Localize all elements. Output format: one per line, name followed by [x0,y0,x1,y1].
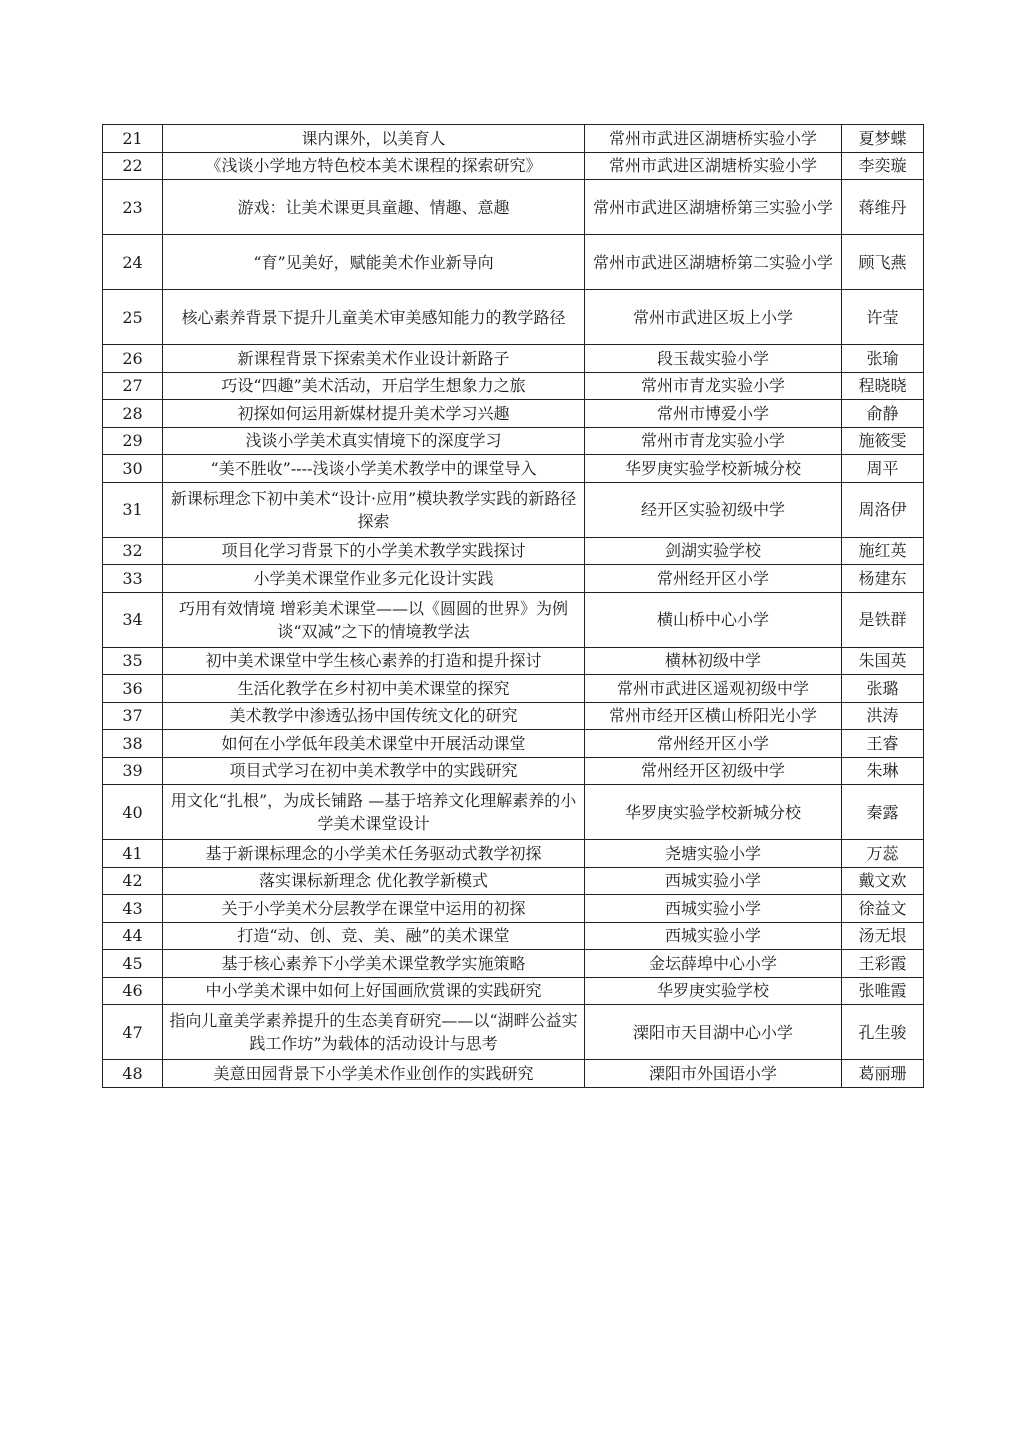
table-row [103,152,924,180]
author-name: 葛丽珊 [842,1060,924,1088]
school-name: 华罗庚实验学校 [585,977,842,1005]
paper-title: 美意田园背景下小学美术作业创作的实践研究 [163,1060,585,1088]
row-number: 21 [103,125,163,153]
table-row [103,180,924,235]
award-list-table [102,124,924,1088]
paper-title: 指向儿童美学素养提升的生态美育研究——以“湖畔公益实践工作坊”为载体的活动设计与思考 [163,1005,585,1060]
row-number: 31 [103,482,163,537]
school-name: 横林初级中学 [585,647,842,675]
school-name: 常州经开区初级中学 [585,757,842,785]
author-name: 汤无垠 [842,922,924,950]
paper-title: 新课标理念下初中美术“设计·应用”模块教学实践的新路径探索 [163,482,585,537]
paper-title: 生活化教学在乡村初中美术课堂的探究 [163,675,585,703]
author-name: 程晓晓 [842,372,924,400]
author-name: 是铁群 [842,592,924,647]
row-number: 36 [103,675,163,703]
row-number: 37 [103,702,163,730]
author-name: 张瑜 [842,345,924,373]
table-row [103,840,924,868]
row-number: 35 [103,647,163,675]
school-name: 华罗庚实验学校新城分校 [585,455,842,483]
author-name: 洪涛 [842,702,924,730]
paper-title: 小学美术课堂作业多元化设计实践 [163,565,585,593]
row-number: 28 [103,400,163,428]
school-name: 常州市武进区湖塘桥实验小学 [585,125,842,153]
table-row [103,950,924,978]
school-name: 华罗庚实验学校新城分校 [585,785,842,840]
paper-title: 巧设“四趣”美术活动，开启学生想象力之旅 [163,372,585,400]
table-row [103,565,924,593]
author-name: 施红英 [842,537,924,565]
author-name: 秦露 [842,785,924,840]
table-row [103,400,924,428]
school-name: 金坛薛埠中心小学 [585,950,842,978]
paper-title: 基于核心素养下小学美术课堂教学实施策略 [163,950,585,978]
table-row [103,537,924,565]
paper-title: “美不胜收”----浅谈小学美术教学中的课堂导入 [163,455,585,483]
school-name: 溧阳市外国语小学 [585,1060,842,1088]
row-number: 41 [103,840,163,868]
paper-title: 关于小学美术分层教学在课堂中运用的初探 [163,895,585,923]
school-name: 常州市武进区湖塘桥第三实验小学 [585,180,842,235]
row-number: 27 [103,372,163,400]
school-name: 西城实验小学 [585,867,842,895]
paper-title: “育”见美好，赋能美术作业新导向 [163,235,585,290]
author-name: 许莹 [842,290,924,345]
row-number: 22 [103,152,163,180]
author-name: 杨建东 [842,565,924,593]
author-name: 朱琳 [842,757,924,785]
author-name: 施筱雯 [842,427,924,455]
school-name: 段玉裁实验小学 [585,345,842,373]
paper-title: 浅谈小学美术真实情境下的深度学习 [163,427,585,455]
table-row [103,592,924,647]
row-number: 30 [103,455,163,483]
school-name: 常州市青龙实验小学 [585,427,842,455]
table-row [103,1005,924,1060]
table-row [103,427,924,455]
table-row [103,702,924,730]
row-number: 32 [103,537,163,565]
author-name: 顾飞燕 [842,235,924,290]
table-body [103,125,924,1088]
row-number: 29 [103,427,163,455]
table-row [103,345,924,373]
table-row [103,290,924,345]
school-name: 常州市青龙实验小学 [585,372,842,400]
paper-title: 游戏：让美术课更具童趣、情趣、意趣 [163,180,585,235]
school-name: 常州市武进区湖塘桥第二实验小学 [585,235,842,290]
author-name: 孔生骏 [842,1005,924,1060]
row-number: 38 [103,730,163,758]
paper-title: 初中美术课堂中学生核心素养的打造和提升探讨 [163,647,585,675]
row-number: 45 [103,950,163,978]
school-name: 经开区实验初级中学 [585,482,842,537]
author-name: 王睿 [842,730,924,758]
paper-title: 新课程背景下探索美术作业设计新路子 [163,345,585,373]
row-number: 48 [103,1060,163,1088]
row-number: 43 [103,895,163,923]
author-name: 王彩霞 [842,950,924,978]
author-name: 夏梦蝶 [842,125,924,153]
row-number: 33 [103,565,163,593]
row-number: 23 [103,180,163,235]
table-row [103,372,924,400]
paper-title: 基于新课标理念的小学美术任务驱动式教学初探 [163,840,585,868]
school-name: 常州市经开区横山桥阳光小学 [585,702,842,730]
row-number: 24 [103,235,163,290]
table-row [103,482,924,537]
table-row [103,1060,924,1088]
table-row [103,785,924,840]
school-name: 西城实验小学 [585,922,842,950]
school-name: 横山桥中心小学 [585,592,842,647]
paper-title: 《浅谈小学地方特色校本美术课程的探索研究》 [163,152,585,180]
paper-title: 初探如何运用新媒材提升美术学习兴趣 [163,400,585,428]
school-name: 常州市武进区湖塘桥实验小学 [585,152,842,180]
author-name: 朱国英 [842,647,924,675]
row-number: 40 [103,785,163,840]
paper-title: 如何在小学低年段美术课堂中开展活动课堂 [163,730,585,758]
author-name: 俞静 [842,400,924,428]
author-name: 李奕璇 [842,152,924,180]
table-row [103,647,924,675]
school-name: 常州市博爱小学 [585,400,842,428]
paper-title: 落实课标新理念 优化教学新模式 [163,867,585,895]
paper-title: 课内课外，以美育人 [163,125,585,153]
paper-title: 项目式学习在初中美术教学中的实践研究 [163,757,585,785]
table-row [103,455,924,483]
table-row [103,730,924,758]
table-row [103,125,924,153]
school-name: 尧塘实验小学 [585,840,842,868]
paper-title: 用文化“扎根”，为成长铺路 —基于培养文化理解素养的小学美术课堂设计 [163,785,585,840]
school-name: 常州市武进区遥观初级中学 [585,675,842,703]
table-row [103,675,924,703]
row-number: 46 [103,977,163,1005]
row-number: 39 [103,757,163,785]
table-row [103,757,924,785]
table-row [103,867,924,895]
author-name: 周洛伊 [842,482,924,537]
school-name: 常州经开区小学 [585,565,842,593]
table-row [103,977,924,1005]
school-name: 剑湖实验学校 [585,537,842,565]
paper-title: 中小学美术课中如何上好国画欣赏课的实践研究 [163,977,585,1005]
row-number: 44 [103,922,163,950]
paper-title: 美术教学中渗透弘扬中国传统文化的研究 [163,702,585,730]
author-name: 蒋维丹 [842,180,924,235]
row-number: 47 [103,1005,163,1060]
author-name: 张唯霞 [842,977,924,1005]
author-name: 周平 [842,455,924,483]
school-name: 常州市武进区坂上小学 [585,290,842,345]
row-number: 34 [103,592,163,647]
paper-title: 核心素养背景下提升儿童美术审美感知能力的教学路径 [163,290,585,345]
table-row [103,922,924,950]
author-name: 万蕊 [842,840,924,868]
paper-title: 打造“动、创、竞、美、融”的美术课堂 [163,922,585,950]
row-number: 42 [103,867,163,895]
row-number: 25 [103,290,163,345]
author-name: 徐益文 [842,895,924,923]
table-row [103,895,924,923]
paper-title: 项目化学习背景下的小学美术教学实践探讨 [163,537,585,565]
author-name: 张璐 [842,675,924,703]
row-number: 26 [103,345,163,373]
author-name: 戴文欢 [842,867,924,895]
school-name: 溧阳市天目湖中心小学 [585,1005,842,1060]
school-name: 常州经开区小学 [585,730,842,758]
paper-title: 巧用有效情境 增彩美术课堂——以《圆圆的世界》为例谈“双减”之下的情境教学法 [163,592,585,647]
table-row [103,235,924,290]
school-name: 西城实验小学 [585,895,842,923]
